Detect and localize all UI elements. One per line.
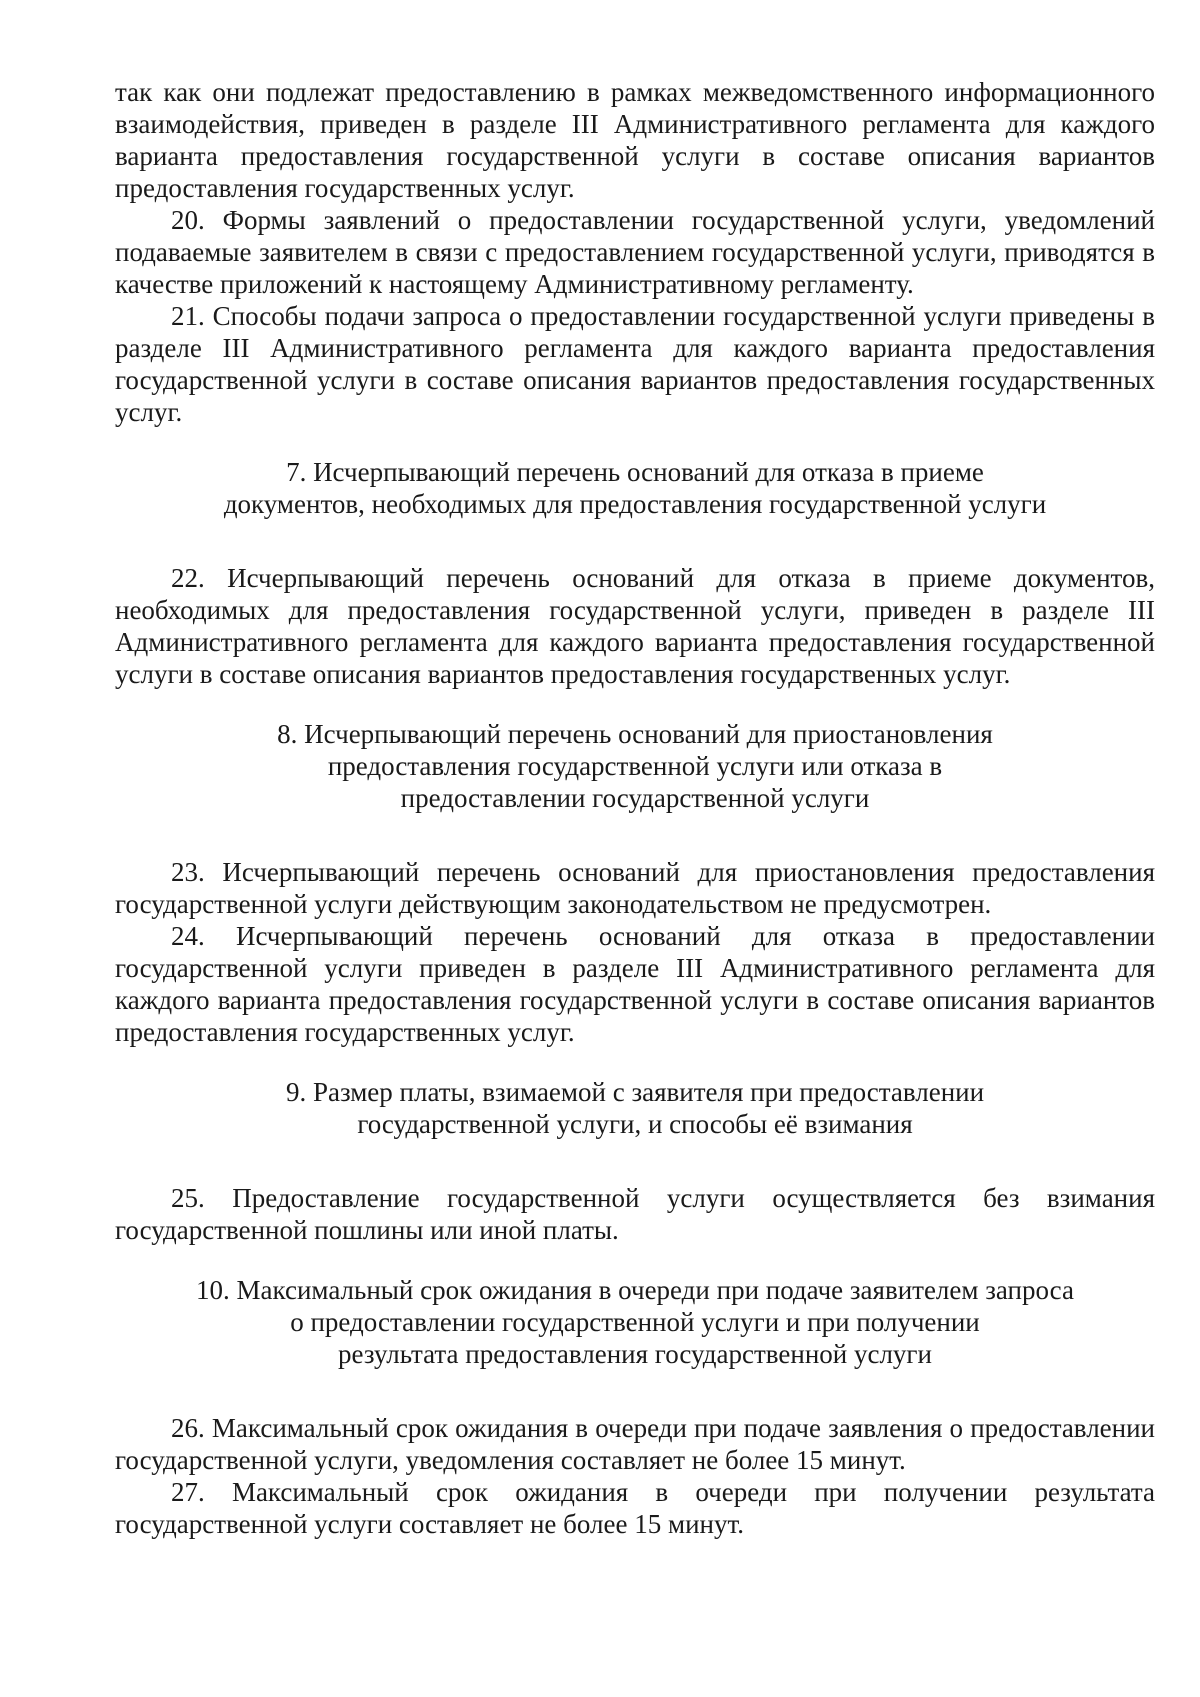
section-heading-7 xyxy=(115,456,1155,520)
document-page xyxy=(115,76,1155,1540)
section-heading-7-line: документов, необходимых для предоставления государственной услуги xyxy=(223,489,1047,519)
section-heading-9-line: 9. Размер платы, взимаемой с заявителя при предоставлении xyxy=(285,1077,985,1107)
section-heading-9-line: государственной услуги, и способы её взимания xyxy=(357,1109,913,1139)
section-heading-10 xyxy=(115,1274,1155,1370)
paragraph-20: 20. Формы заявлений о предоставлении государственной услуги, уведомлений подаваемые заявителем в связи с предоставлением государственной услуги, приводятся в качестве приложений к настоящему Административному регламенту. xyxy=(115,205,1155,299)
section-heading-10-line: результата предоставления государственной услуги xyxy=(338,1339,932,1369)
section-heading-10-line: 10. Максимальный срок ожидания в очереди при подаче заявителем запроса xyxy=(196,1275,1074,1305)
section-heading-8-line: предоставлении государственной услуги xyxy=(400,783,870,813)
paragraph-25: 25. Предоставление государственной услуги осуществляется без взимания государственной пошлины или иной платы. xyxy=(115,1183,1155,1245)
paragraph-22: 22. Исчерпывающий перечень оснований для отказа в приеме документов, необходимых для предоставления государственной услуги, приведен в разделе III Административного регламента для каждого варианта предоставления государственной услуги в составе описания вариантов предоставления государственных услуг. xyxy=(115,563,1155,689)
section-heading-10-line: о предоставлении государственной услуги и при получении xyxy=(290,1307,980,1337)
section-heading-8-line: 8. Исчерпывающий перечень оснований для приостановления xyxy=(277,719,993,749)
paragraph-27: 27. Максимальный срок ожидания в очереди при получении результата государственной услуги составляет не более 15 минут. xyxy=(115,1477,1155,1539)
paragraph-23: 23. Исчерпывающий перечень оснований для приостановления предоставления государственной услуги действующим законодательством не предусмотрен. xyxy=(115,857,1155,919)
paragraph-24: 24. Исчерпывающий перечень оснований для отказа в предоставлении государственной услуги приведен в разделе III Административного регламента для каждого варианта предоставления государственной услуги в составе описания вариантов предоставления государственных услуг. xyxy=(115,921,1155,1047)
section-heading-9 xyxy=(115,1076,1155,1140)
paragraph-continuation: так как они подлежат предоставлению в рамках межведомственного информационного взаимодействия, приведен в разделе III Административного регламента для каждого варианта предоставления государственной услуги в составе описания вариантов предоставления государственных услуг. xyxy=(115,77,1155,203)
paragraph-26: 26. Максимальный срок ожидания в очереди при подаче заявления о предоставлении государственной услуги, уведомления составляет не более 15 минут. xyxy=(115,1413,1155,1475)
section-heading-8-line: предоставления государственной услуги или отказа в xyxy=(327,751,943,781)
section-heading-8 xyxy=(115,718,1155,814)
paragraph-21: 21. Способы подачи запроса о предоставлении государственной услуги приведены в разделе III Административного регламента для каждого варианта предоставления государственной услуги в составе описания вариантов предоставления государственных услуг. xyxy=(115,301,1155,427)
section-heading-7-line: 7. Исчерпывающий перечень оснований для отказа в приеме xyxy=(286,457,984,487)
